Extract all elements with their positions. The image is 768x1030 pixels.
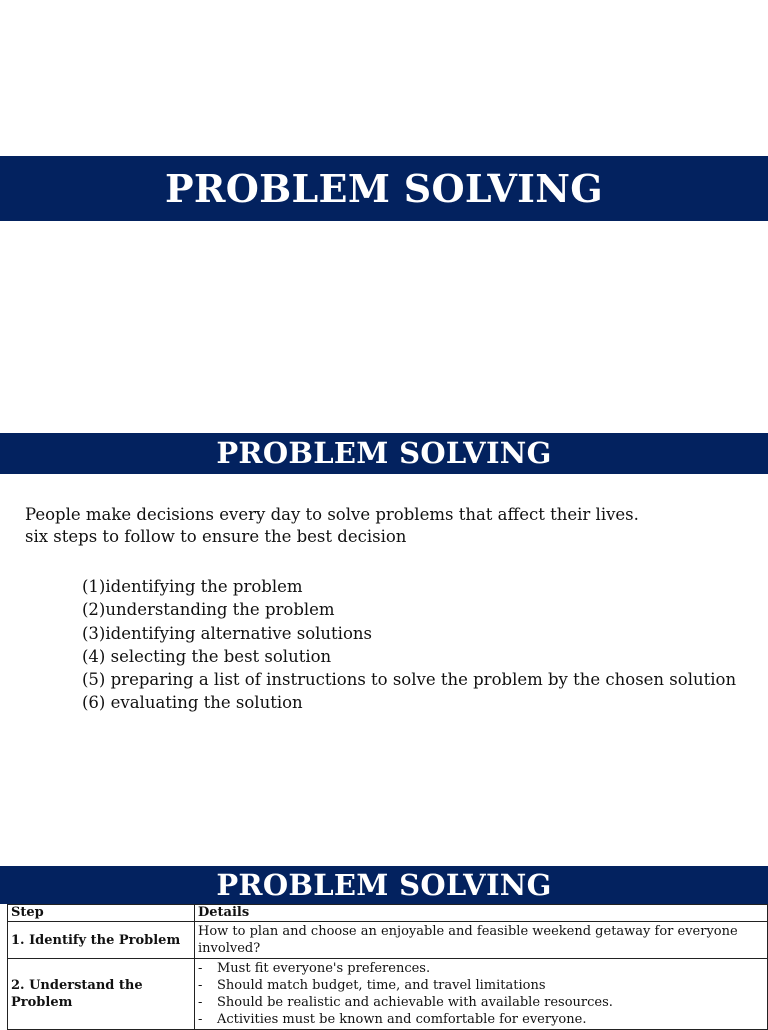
slide2-intro bbox=[25, 504, 745, 548]
bullet-text: Must fit everyone's preferences. bbox=[217, 961, 431, 976]
bullet-item: - Should match budget, time, and travel limitations bbox=[198, 978, 546, 993]
header-cell-details: Details bbox=[195, 905, 768, 922]
table-row bbox=[8, 959, 768, 1030]
table-header-row bbox=[8, 905, 768, 922]
slide3-title-banner bbox=[0, 866, 768, 904]
step-item: (3)identifying alternative solutions bbox=[82, 623, 372, 643]
step-cell: 2. Understand the Problem bbox=[8, 959, 195, 1030]
slide2-title-banner bbox=[0, 433, 768, 474]
step-cell: 1. Identify the Problem bbox=[8, 922, 195, 959]
slide3-title: PROBLEM SOLVING bbox=[216, 868, 552, 902]
detail-cell: How to plan and choose an enjoyable and feasible weekend getaway for everyone involved? bbox=[195, 922, 768, 959]
bullet-text: Should be realistic and achievable with available resources. bbox=[217, 995, 613, 1010]
step-item: (2)understanding the problem bbox=[82, 600, 335, 620]
table-row bbox=[8, 922, 768, 959]
header-cell-step: Step bbox=[8, 905, 195, 922]
step-item: (4) selecting the best solution bbox=[82, 646, 332, 666]
intro-line: six steps to follow to ensure the best decision bbox=[25, 527, 407, 546]
bullet-text: Should match budget, time, and travel limitations bbox=[217, 978, 546, 993]
step-item: (5) preparing a list of instructions to solve the problem by the chosen solution bbox=[82, 670, 737, 690]
slide1-title: PROBLEM SOLVING bbox=[164, 166, 604, 211]
steps-table bbox=[7, 904, 768, 1030]
bullet-item: - Should be realistic and achievable with available resources. bbox=[198, 995, 613, 1010]
detail-cell bbox=[195, 959, 768, 1030]
slide2-steps-list bbox=[82, 575, 762, 715]
bullet-item: - Must fit everyone's preferences. bbox=[198, 961, 431, 976]
step-item: (6) evaluating the solution bbox=[82, 693, 303, 713]
slide2-title: PROBLEM SOLVING bbox=[216, 436, 552, 470]
step-item: (1)identifying the problem bbox=[82, 577, 303, 596]
intro-line: People make decisions every day to solve problems that affect their lives. bbox=[25, 505, 639, 524]
slide1-title-banner bbox=[0, 156, 768, 221]
bullet-text: Activities must be known and comfortable for everyone. bbox=[217, 1012, 587, 1027]
bullet-item: - Activities must be known and comfortable for everyone. bbox=[198, 1012, 587, 1027]
